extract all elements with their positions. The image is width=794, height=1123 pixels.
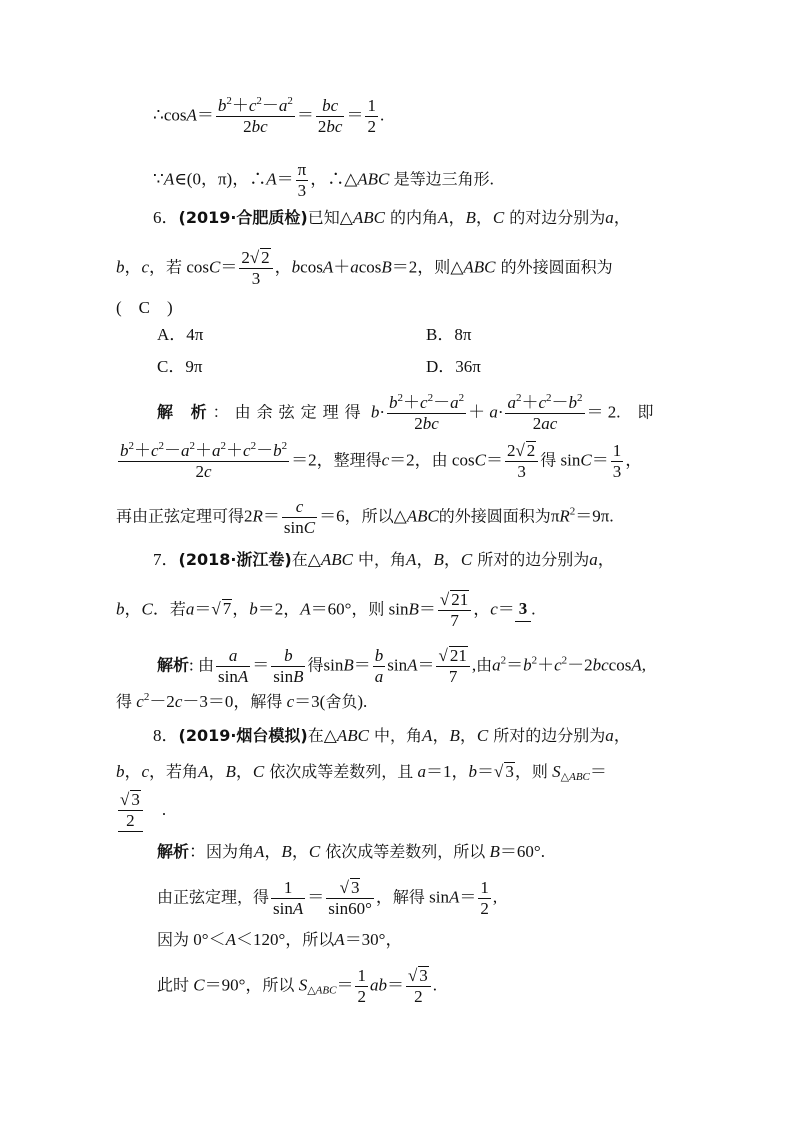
problem-7-analysis-1: 解析: 由 $\frac{a}{\sin A}$ ＝ $\frac{b}{\sin B}$ 得sinB＝ $\frac{b}{a}$ sinA＝ $\frac{√ 21}{7}$ ,由$a^2=b^2+c^2-2bccosA$, [157,646,646,686]
problem-7-source: (2018·浙江卷) [178,550,292,569]
fraction: $\frac{b}{a}$ [374,646,384,686]
fraction: $\frac{√ 3}{2}$ [118,790,143,832]
option-b: B．8π [426,325,472,344]
problem-6-source: (2019·合肥质检) [178,208,308,227]
fraction: $\frac{2√ 2}{3}$ [505,441,538,482]
fraction: $\frac{\pi}{3}$ [297,160,307,200]
problem-7-analysis-2: 得 $c^2-2c-3=0$，解得 c＝3(舍负). [116,691,368,711]
analysis-label: 解析 [157,655,190,675]
problem-7-line-1: 7．(2018·浙江卷)在△ABC 中，角A，B，C 所对的边分别为a， [153,550,615,569]
fraction: $\frac{b}{\sin B}$ [273,646,304,686]
line-cos-a: ∴cosA＝ $\frac{b^2+c^2-a^2}{2bc}$ ＝ $\frac{bc}{2bc}$ ＝ $\frac{1}{2}$ . [153,95,385,136]
fraction: $\frac{2√ 2}{3}$ [239,248,272,289]
problem-8-number: 8． [153,726,179,745]
line-equilateral: ∵A∈(0，π)，∴A＝ $\frac{\pi}{3}$ ，∴△ABC 是等边三角形. [153,160,494,200]
option-d: D．36π [426,357,481,376]
fraction: $\frac{1}{2}$ [357,966,366,1006]
problem-7-answer: 3 [515,597,532,622]
problem-8-analysis-4: 此时 C＝90°，所以 $S_{\triangle ABC}=$ $\frac{1}{2}$ ab＝ $\frac{√ 3}{2}$ . [157,966,438,1006]
fraction: $\frac{√ 3}{2}$ [406,966,431,1007]
option-a: A．4π [157,325,204,344]
problem-8-analysis-3: 因为 0°＜A＜120°，所以A＝30°， [157,930,403,949]
problem-8-analysis-2: 由正弦定理，得 $\frac{1}{\sin A}$ ＝ $\frac{√ 3}{\sin 60^\circ}$ ，解得 sinA＝ $\frac{1}{2}$ , [157,878,498,918]
problem-7-line-2: b，C．若a＝√ 7，b＝2，A＝60°，则 sinB＝ $\frac{√ 21}{7}$ ，c＝ 3 . [116,590,536,630]
problem-8-line-1: 8．(2019·烟台模拟)在△ABC 中，角A，B，C 所对的边分别为a， [153,726,631,745]
fraction: $\frac{b^2+c^2-a^2}{2bc}$ [217,95,293,136]
fraction: $\frac{√ 21}{7}$ [438,590,471,631]
fraction: $\frac{bc}{2bc}$ [317,96,343,136]
fraction: $\frac{1}{3}$ [612,441,622,481]
fraction: $\frac{√ 3}{\sin 60^\circ}$ [328,878,372,918]
problem-6-line-2: b，c，若 cosC＝ $\frac{2√ 2}{3}$ ，bcosA＋acosB＝2，则△ABC 的外接圆面积为 [116,248,613,288]
problem-6-line-1: 6．(2019·合肥质检)已知△ABC 的内角A，B，C 的对边分别为a， [153,208,631,227]
fraction: $\frac{√ 21}{7}$ [436,646,469,687]
problem-6-answer: ( C ) [116,298,173,317]
fraction: $\frac{a^2+c^2-b^2}{2ac}$ [507,392,583,433]
analysis-label: 解 析 [157,402,213,422]
problem-6-number: 6． [153,208,179,227]
fraction: $\frac{c}{\sin C}$ [283,497,316,537]
fraction: $\frac{b^2+c^2-a^2}{2bc}$ [389,392,465,433]
fraction: $\frac{1}{2}$ [367,96,376,136]
problem-8-source: (2019·烟台模拟) [178,726,308,745]
problem-6-analysis-1: 解 析：由余弦定理得 b· $\frac{b^2+c^2-a^2}{2bc}$ ＋ a· $\frac{a^2+c^2-b^2}{2ac}$ ＝ 2. 即 [157,392,654,433]
fraction: $\frac{b^2+c^2-a^2+a^2+c^2-b^2}{2c}$ [120,440,288,481]
fraction: $\frac{a}{\sin A}$ [218,646,249,686]
problem-8-answer: $\frac{√ 3}{2}$ . [120,790,167,830]
problem-6-analysis-2: $\frac{b^2+c^2-a^2+a^2+c^2-b^2}{2c}$ ＝2，整理得c＝2，由 cosC＝ $\frac{2√ 2}{3}$ 得 sinC＝ $\frac{1}{3}$ ， [120,440,643,481]
problem-8-analysis-1: 解析：因为角A，B，C 依次成等差数列，所以 B＝60°. [157,842,545,861]
answer-choice: C [138,298,151,317]
fraction: $\frac{1}{\sin A}$ [273,878,304,918]
problem-8-line-2: b，c，若角A，B，C 依次成等差数列，且 a＝1，b＝√ 3，则 $S_{\triangle ABC}=$ [116,762,607,783]
analysis-label: 解析 [157,842,190,861]
problem-7-number: 7． [153,550,179,569]
option-c: C．9π [157,357,203,376]
fraction: $\frac{1}{2}$ [480,878,489,918]
problem-6-analysis-3: 再由正弦定理可得2R＝ $\frac{c}{\sin C}$ ＝6，所以△ABC的外接圆面积为$\pi R^2=9\pi$. [116,497,614,537]
